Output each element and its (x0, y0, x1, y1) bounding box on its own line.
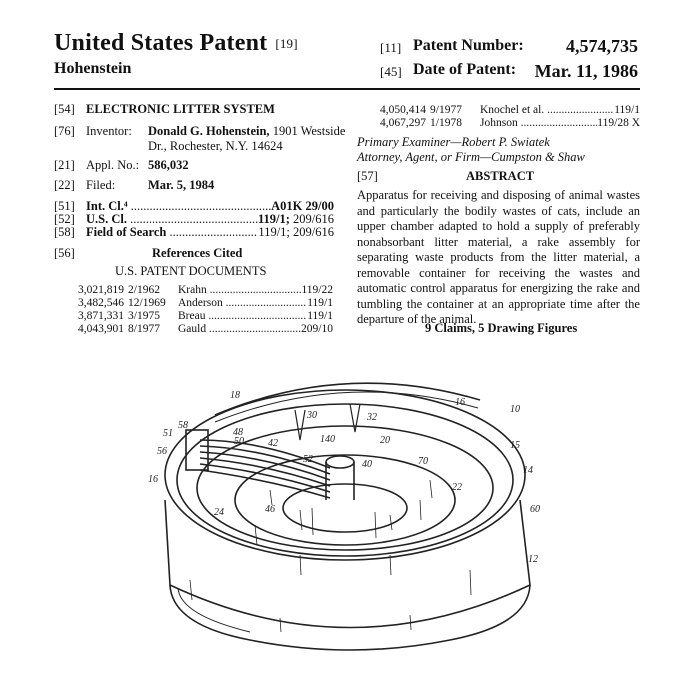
patent-number-code: [11] (380, 40, 402, 55)
outer-rim (165, 390, 525, 560)
patent-number: 4,574,735 (566, 36, 638, 56)
header-rule (54, 88, 640, 90)
patent-title: United States Patent [19] (54, 30, 298, 56)
figure-label: 40 (362, 459, 372, 470)
reference-row: 3,021,819 2/1962 Krahn ..... 119/22 (78, 283, 333, 297)
figure-label: 24 (214, 507, 224, 518)
figure-label: 30 (307, 410, 317, 421)
primary-examiner: Primary Examiner—Robert P. Swiatek (357, 135, 550, 149)
uscl-row: [52] U.S. Cl. ..... 119/1; 209/616 (54, 212, 334, 228)
drum-body (165, 500, 530, 628)
filed-row: [22] Filed: Mar. 5, 1984 (54, 178, 215, 192)
reference-row: 3,482,546 12/1969 Anderson ..... 119/1 (78, 296, 333, 310)
figure-label: 20 (380, 435, 390, 446)
figure-label: 15 (510, 440, 520, 451)
figure-label: 46 (265, 504, 275, 515)
inventor-surname: Hohenstein (54, 60, 132, 77)
center-post (326, 456, 354, 468)
figure-label: 42 (268, 438, 278, 449)
abstract-text: Apparatus for receiving and disposing of animal wastes and particularly the bodily wastes of cats, include an upper chamber adapted to hold a supply of preferably nonabsorbant litter material, a rake assembly for separating waste products from the litter material, a removable container for receiving the wastes and automatic control apparatus for energizing the rake and tumbling the container at an appropriate time after the departure of the animal. (357, 188, 640, 326)
title-row: [54] ELECTRONIC LITTER SYSTEM (54, 102, 275, 116)
date-label: Date of Patent: (413, 61, 517, 78)
figure-label: 52 (303, 454, 313, 465)
figure-label: 22 (452, 482, 462, 493)
abstract-code: [57] (357, 169, 378, 183)
date-code: [45] (380, 64, 402, 79)
figure-label: 58 (178, 420, 188, 431)
invention-title: ELECTRONIC LITTER SYSTEM (86, 102, 275, 116)
figure-label: 32 (367, 412, 377, 423)
inventor-row: [76] Inventor: Donald G. Hohenstein, 1901 Westside (54, 124, 346, 138)
appl-row: [21] Appl. No.: 586,032 (54, 158, 189, 172)
figure-label: 18 (230, 390, 240, 401)
figure-label: 51 (163, 428, 173, 439)
drum-bottom (170, 585, 530, 650)
refs-subtitle: U.S. PATENT DOCUMENTS (115, 264, 267, 278)
figure-label: 14 (523, 465, 533, 476)
reference-row: 4,050,414 9/1977 Knochel et al. ..... 119/1 (380, 103, 640, 117)
figure-label: 60 (530, 504, 540, 515)
figure-label: 56 (157, 446, 167, 457)
inventor-address: Dr., Rochester, N.Y. 14624 (148, 139, 283, 153)
abstract-title: ABSTRACT (466, 169, 535, 183)
claims-count: 9 Claims, 5 Drawing Figures (425, 321, 578, 335)
figure-label: 70 (418, 456, 428, 467)
patent-figure (0, 340, 700, 700)
figure-label: 140 (320, 434, 335, 445)
figure-label: 12 (528, 554, 538, 565)
figure-label: 16 (455, 397, 465, 408)
patent-number-label: Patent Number: (413, 37, 524, 54)
figure-label: 50 (234, 436, 244, 447)
refs-header: [56] References Cited (54, 246, 243, 260)
figure-label: 16 (148, 474, 158, 485)
litter-box-drawing (0, 340, 700, 700)
intcl-row: [51] Int. Cl.⁴ ..... A01K 29/00 (54, 199, 334, 215)
figure-label: 10 (510, 404, 520, 415)
reference-row: 4,067,297 1/1978 Johnson ..... 119/28 X (380, 116, 640, 130)
patent-date: Mar. 11, 1986 (534, 61, 638, 81)
reference-row: 4,043,901 8/1977 Gauld ..... 209/10 (78, 322, 333, 336)
attorney: Attorney, Agent, or Firm—Cumpston & Shaw (357, 150, 585, 164)
reference-row: 3,871,331 3/1975 Breau ..... 119/1 (78, 309, 333, 323)
search-row: [58] Field of Search ..... 119/1; 209/616 (54, 225, 334, 241)
figure-label: 48 (233, 427, 243, 438)
